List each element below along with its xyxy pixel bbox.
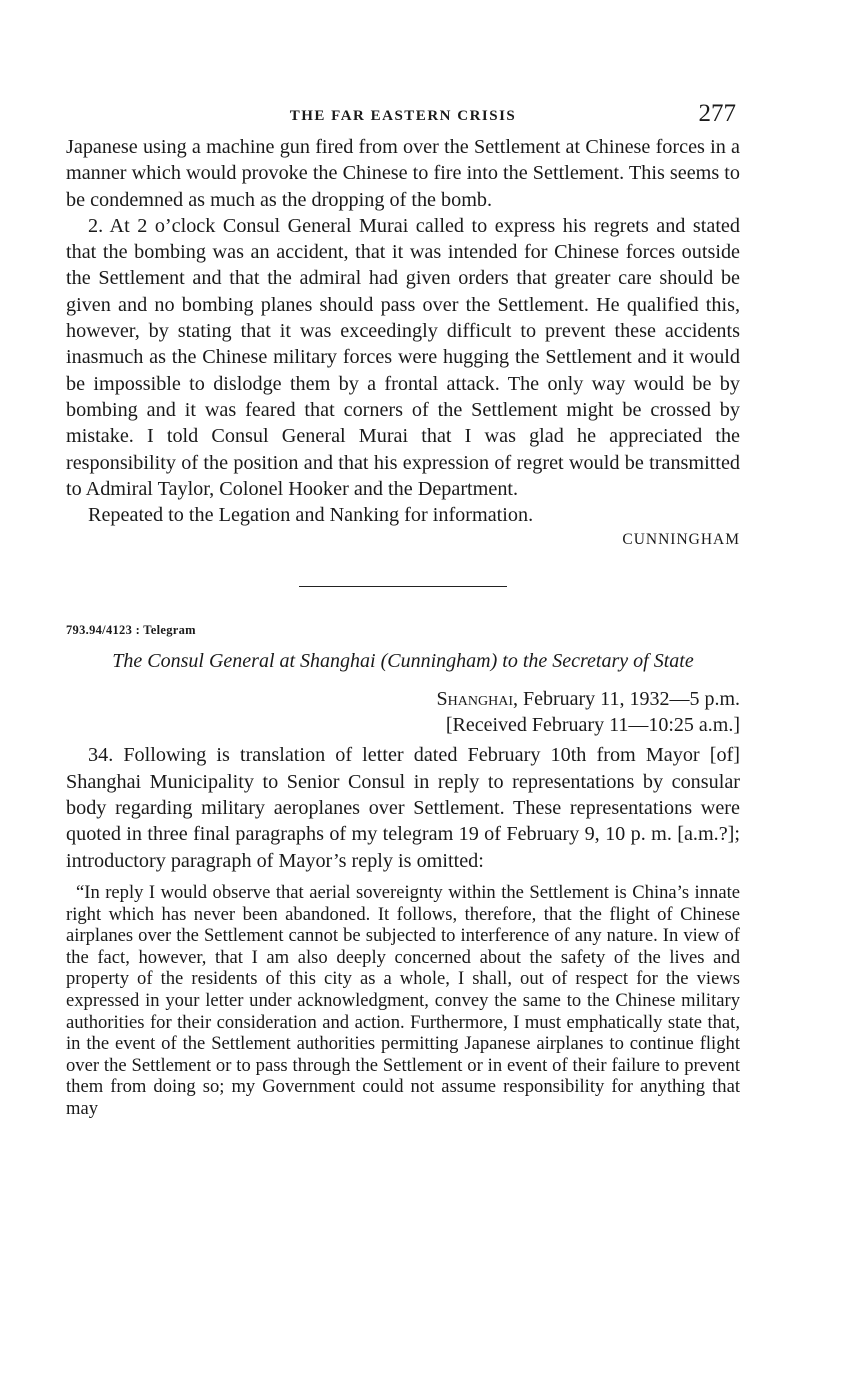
continuation-paragraph: Japanese using a machine gun fired from over the Settlement at Chinese forces in a manner which would provoke the Chinese to fire into the Settlement. This seems to be condemned as much as the dropping of the bomb. [66, 136, 740, 211]
running-header [66, 100, 740, 134]
received-note: [Received February 11—10:25 a.m.] [445, 714, 740, 737]
signature: CUNNINGHAM [622, 531, 740, 549]
telegram-heading: The Consul General at Shanghai (Cunningham) to the Secretary of State [112, 650, 694, 673]
file-reference: 793.94/4123 : Telegram [66, 623, 196, 638]
mayor-reply-quote: “In reply I would observe that aerial sovereignty within the Settlement is China’s innate right which has never been abandoned. It follows, therefore, that the flight of Chinese airplanes over the Settlement cannot be subjected to interference of any nature. In view of the fact, however, that I am also deeply concerned about the safety of the lives and property of the residents of this city as a whole, I shall, out of respect for the views expressed in your letter under acknowledgment, convey the same to the Chinese military authorities for their consideration and action. Furthermore, I must emphatically state that, in the event of the Settlement authorities permitting Japanese airplanes to continue flight over the Settlement or to pass through the Settlement or in event of their failure to prevent them from doing so; my Government could not assume responsibility for anything that may [66, 881, 740, 1119]
page-number: 277 [698, 100, 736, 127]
repeated-note: Repeated to the Legation and Nanking for information. [88, 504, 534, 527]
telegram-paragraph-34: 34. Following is translation of letter dated February 10th from Mayor [of] Shanghai Municipality to Senior Consul in reply to representations by consular body regarding military aeroplanes over Settlement. These representations were quoted in three final paragraphs of my telegram 19 of February 9, 10 p. m. [a.m.?]; introductory paragraph of Mayor’s reply is omitted: [66, 744, 740, 872]
running-title: THE FAR EASTERN CRISIS [289, 108, 517, 124]
dateline-place: Shanghai, [436, 688, 518, 711]
dateline [66, 686, 740, 738]
numbered-paragraph-2: 2. At 2 o’clock Consul General Murai called to express his regrets and stated that the bombing was an accident, that it was intended for Chinese forces outside the Settlement and that the admiral had given orders that greater care should be given and no bombing planes should pass over the Settlement. He qualified this, however, by stating that it was exceedingly difficult to prevent these accidents inasmuch as the Chinese military forces were hugging the Settlement and it would be impossible to dislodge them by a frontal attack. The only way would be by bombing and it was feared that corners of the Settlement might be crossed by mistake. I told Consul General Murai that I was glad he appreciated the responsibility of the position and that his expression of regret would be transmitted to Admiral Taylor, Colonel Hooker and the Department. [66, 214, 740, 500]
section-divider [299, 586, 507, 587]
document-page [66, 100, 740, 1119]
dateline-date: February 11, 1932—5 p.m. [522, 688, 740, 711]
